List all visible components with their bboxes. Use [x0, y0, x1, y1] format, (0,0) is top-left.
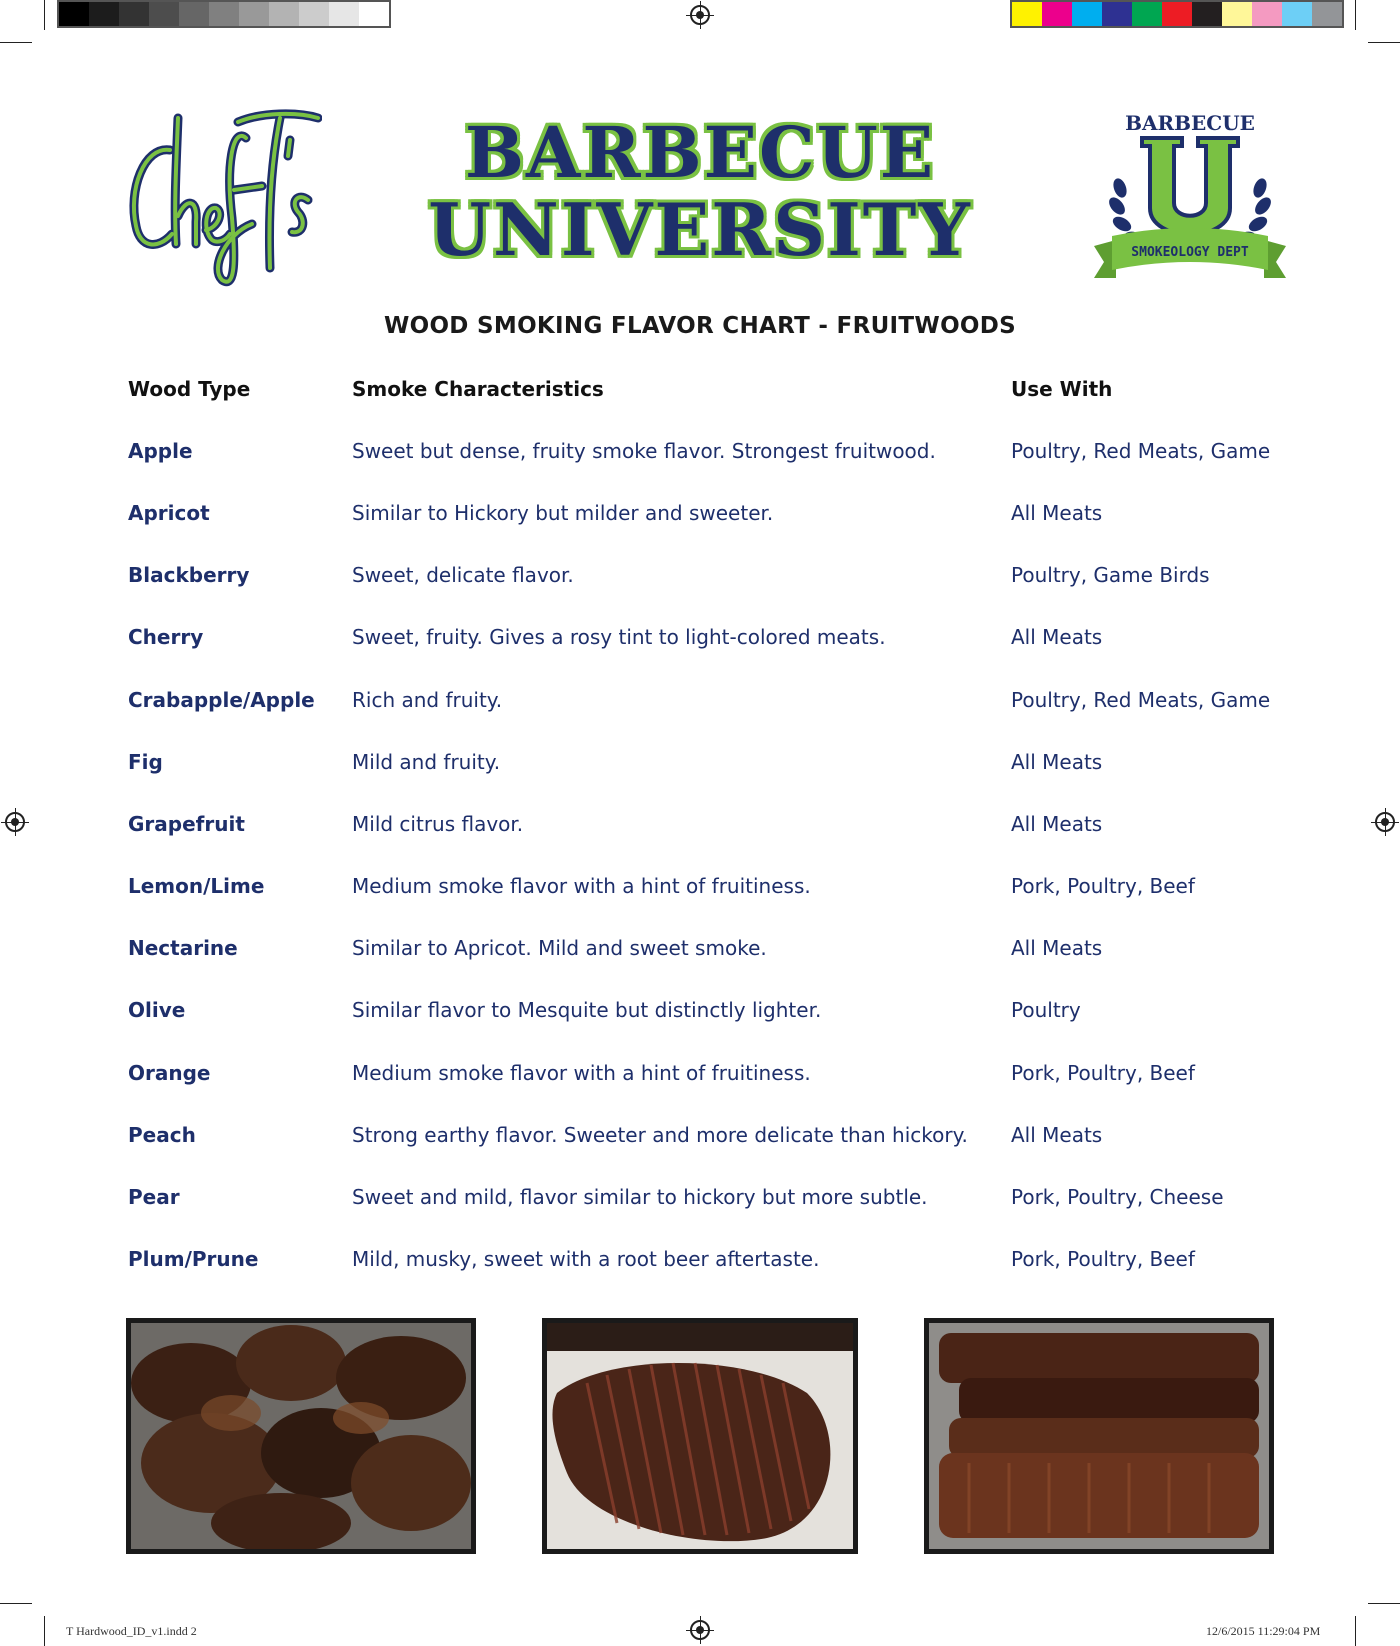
title-block — [395, 111, 1005, 272]
wood-apricot: Apricot — [128, 501, 210, 525]
wood-blackberry: Blackberry — [128, 563, 250, 587]
wood-olive: Olive — [128, 998, 186, 1022]
characteristics-peach: Strong earthy flavor. Sweeter and more delicate than hickory. — [352, 1123, 968, 1147]
characteristics-pear: Sweet and mild, flavor similar to hickory but more subtle. — [352, 1185, 928, 1209]
wood-apple: Apple — [128, 439, 193, 463]
crop-mark — [1355, 0, 1356, 30]
use-blackberry: Poultry, Game Birds — [1011, 563, 1210, 587]
use-lemon-lime: Pork, Poultry, Beef — [1011, 874, 1195, 898]
characteristics-apple: Sweet but dense, fruity smoke flavor. Strongest fruitwood. — [352, 439, 936, 463]
sliced-brisket-photo — [542, 1318, 858, 1554]
use-apple: Poultry, Red Meats, Game — [1011, 439, 1271, 463]
characteristics-fig: Mild and fruity. — [352, 750, 501, 774]
footer-file-name: T Hardwood_ID_v1.indd 2 — [66, 1624, 197, 1638]
characteristics-nectarine: Similar to Apricot. Mild and sweet smoke. — [352, 936, 767, 960]
crop-mark — [1368, 42, 1400, 43]
chart-subtitle: WOOD SMOKING FLAVOR CHART - FRUITWOODS — [383, 313, 1017, 339]
wood-pear: Pear — [128, 1185, 180, 1209]
barbecue-u-badge — [1090, 108, 1290, 288]
characteristics-grapefruit: Mild citrus flavor. — [352, 812, 524, 836]
registration-mark-icon — [690, 1620, 710, 1640]
wood-orange: Orange — [128, 1061, 211, 1085]
registration-mark-icon — [1375, 812, 1395, 832]
crop-mark — [1368, 1603, 1400, 1604]
characteristics-orange: Medium smoke flavor with a hint of fruitiness. — [352, 1061, 811, 1085]
use-apricot: All Meats — [1011, 501, 1103, 525]
use-cherry: All Meats — [1011, 625, 1103, 649]
wood-plum-prune: Plum/Prune — [128, 1247, 259, 1271]
u-letter-icon — [1142, 138, 1238, 234]
use-nectarine: All Meats — [1011, 936, 1103, 960]
characteristics-crabapple: Rich and fruity. — [352, 688, 503, 712]
color-bar — [1010, 0, 1344, 28]
title-line-1: BARBECUE — [464, 111, 936, 194]
footer-timestamp: 12/6/2015 11:29:04 PM — [1206, 1624, 1321, 1638]
characteristics-blackberry: Sweet, delicate flavor. — [352, 563, 574, 587]
crop-mark — [0, 42, 32, 43]
registration-mark-icon — [690, 5, 710, 25]
smoked-chicken-photo — [126, 1318, 476, 1554]
characteristics-lemon-lime: Medium smoke flavor with a hint of fruitiness. — [352, 874, 811, 898]
use-grapefruit: All Meats — [1011, 812, 1103, 836]
use-fig: All Meats — [1011, 750, 1103, 774]
wood-crabapple: Crabapple/Apple — [128, 688, 315, 712]
use-plum-prune: Pork, Poultry, Beef — [1011, 1247, 1195, 1271]
crop-mark — [44, 1616, 45, 1646]
wood-nectarine: Nectarine — [128, 936, 238, 960]
use-pear: Pork, Poultry, Cheese — [1011, 1185, 1224, 1209]
use-peach: All Meats — [1011, 1123, 1103, 1147]
badge-top-text: BARBECUE — [1125, 111, 1255, 135]
wood-cherry: Cherry — [128, 625, 204, 649]
use-olive: Poultry — [1011, 998, 1081, 1022]
badge-ribbon-text: SMOKEOLOGY DEPT — [1131, 245, 1249, 260]
use-orange: Pork, Poultry, Beef — [1011, 1061, 1195, 1085]
header-use-with: Use With — [1011, 377, 1113, 401]
header-wood-type: Wood Type — [128, 377, 251, 401]
characteristics-plum-prune: Mild, musky, sweet with a root beer aftertaste. — [352, 1247, 820, 1271]
wood-lemon-lime: Lemon/Lime — [128, 874, 265, 898]
use-crabapple: Poultry, Red Meats, Game — [1011, 688, 1271, 712]
wood-fig: Fig — [128, 750, 163, 774]
registration-mark-icon — [5, 812, 25, 832]
header-smoke-characteristics: Smoke Characteristics — [352, 377, 604, 401]
grayscale-bar — [57, 0, 391, 28]
characteristics-apricot: Similar to Hickory but milder and sweeter. — [352, 501, 774, 525]
crop-mark — [1355, 1616, 1356, 1646]
title-line-2: UNIVERSITY — [428, 187, 972, 272]
chef-ts-logo — [122, 98, 322, 298]
pork-ribs-photo — [924, 1318, 1274, 1554]
wood-peach: Peach — [128, 1123, 196, 1147]
characteristics-cherry: Sweet, fruity. Gives a rosy tint to light-colored meats. — [352, 625, 886, 649]
wood-grapefruit: Grapefruit — [128, 812, 245, 836]
characteristics-olive: Similar flavor to Mesquite but distinctly lighter. — [352, 998, 822, 1022]
crop-mark — [44, 0, 45, 30]
crop-mark — [0, 1603, 32, 1604]
